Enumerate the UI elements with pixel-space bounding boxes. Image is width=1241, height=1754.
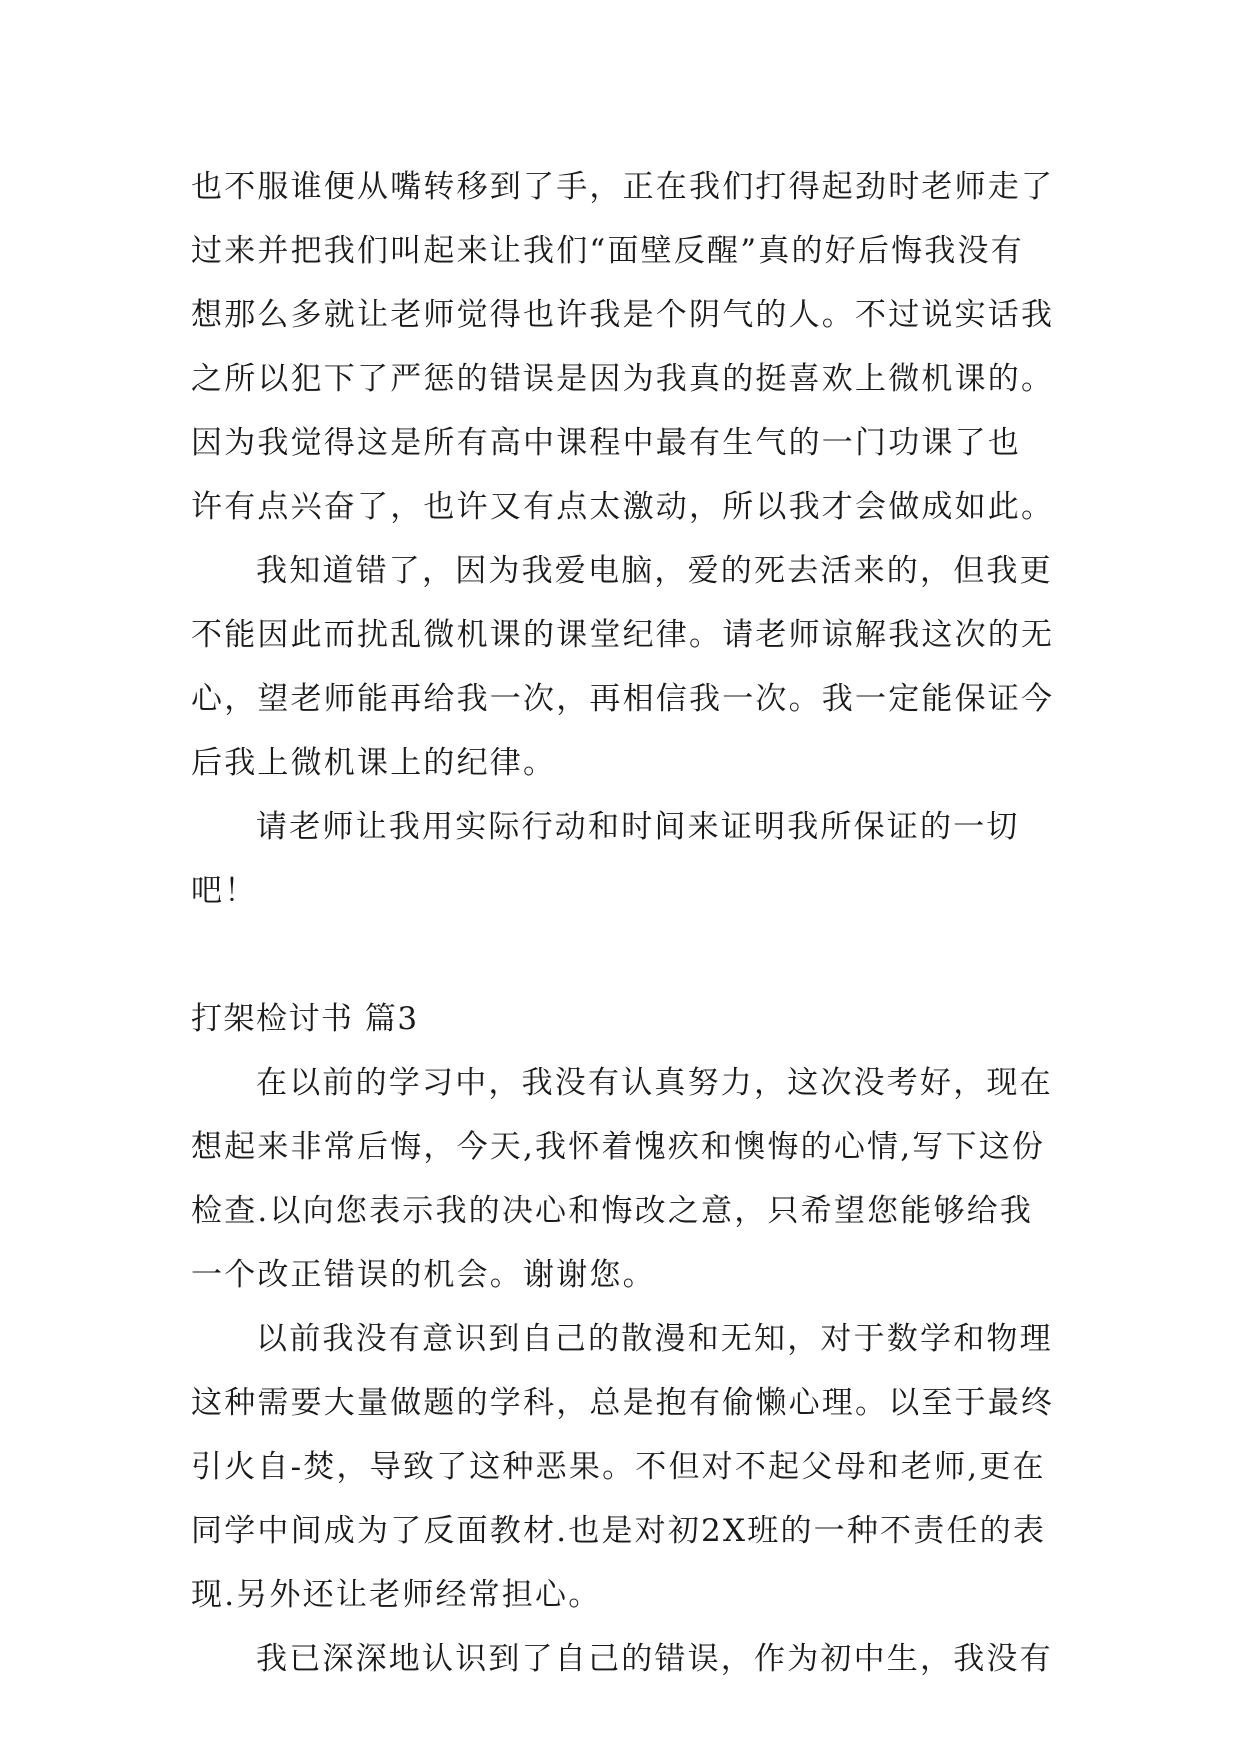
paragraph	[191, 1307, 1055, 1627]
text-line: 想那么多就让老师觉得也许我是个阴气的人。不过说实话我	[191, 297, 1055, 333]
paragraph	[191, 539, 1055, 795]
text-line: 我已深深地认识到了自己的错误，作为初中生，我没有	[256, 1641, 1053, 1677]
text-line: 以前我没有意识到自己的散漫和无知，对于数学和物理	[256, 1321, 1053, 1357]
paragraph	[191, 1051, 1051, 1307]
text-line: 因为我觉得这是所有高中课程中最有生气的一门功课了也	[191, 425, 1021, 461]
text-line: 之所以犯下了严惩的错误是因为我真的挺喜欢上微机课的。	[191, 361, 1055, 397]
text-line: 也不服谁便从嘴转移到了手，正在我们打得起劲时老师走了	[191, 169, 1055, 205]
text-line: 这种需要大量做题的学科，总是抱有偷懒心理。以至于最终	[191, 1385, 1055, 1421]
paragraph	[191, 1627, 1051, 1691]
text-line: 后我上微机课上的纪律。	[191, 745, 557, 781]
text-line: 许有点兴奋了，也许又有点太激动，所以我才会做成如此。	[191, 489, 1055, 525]
paragraph	[191, 795, 1051, 923]
text-line: 同学中间成为了反面教材.也是对初2X班的一种不责任的表	[191, 1513, 1047, 1549]
text-line: 过来并把我们叫起来让我们“面壁反醒”真的好后悔我没有	[191, 233, 1024, 269]
text-line: 一个改正错误的机会。谢谢您。	[191, 1257, 656, 1293]
text-line: 心，望老师能再给我一次，再相信我一次。我一定能保证今	[191, 681, 1055, 717]
document-body	[191, 155, 1055, 1691]
text-line: 吧！	[191, 873, 258, 909]
text-line: 在以前的学习中，我没有认真努力，这次没考好，现在	[256, 1065, 1053, 1101]
text-line: 不能因此而扰乱微机课的课堂纪律。请老师谅解我这次的无	[191, 617, 1055, 653]
text-line: 我知道错了，因为我爱电脑，爱的死去活来的，但我更	[256, 553, 1053, 589]
text-line: 现.另外还让老师经常担心。	[191, 1577, 602, 1613]
paragraph	[191, 155, 1055, 539]
text-line: 想起来非常后悔，今天,我怀着愧疚和懊悔的心情,写下这份	[191, 1129, 1046, 1165]
text-line: 引火自-焚，导致了这种恶果。不但对不起父母和老师,更在	[191, 1449, 1046, 1485]
section-heading: 打架检讨书 篇3	[191, 1001, 419, 1037]
blank-line	[191, 923, 1051, 987]
text-line: 请老师让我用实际行动和时间来证明我所保证的一切	[256, 809, 1020, 845]
text-line: 检查.以向您表示我的决心和悔改之意，只希望您能够给我	[191, 1193, 1034, 1229]
